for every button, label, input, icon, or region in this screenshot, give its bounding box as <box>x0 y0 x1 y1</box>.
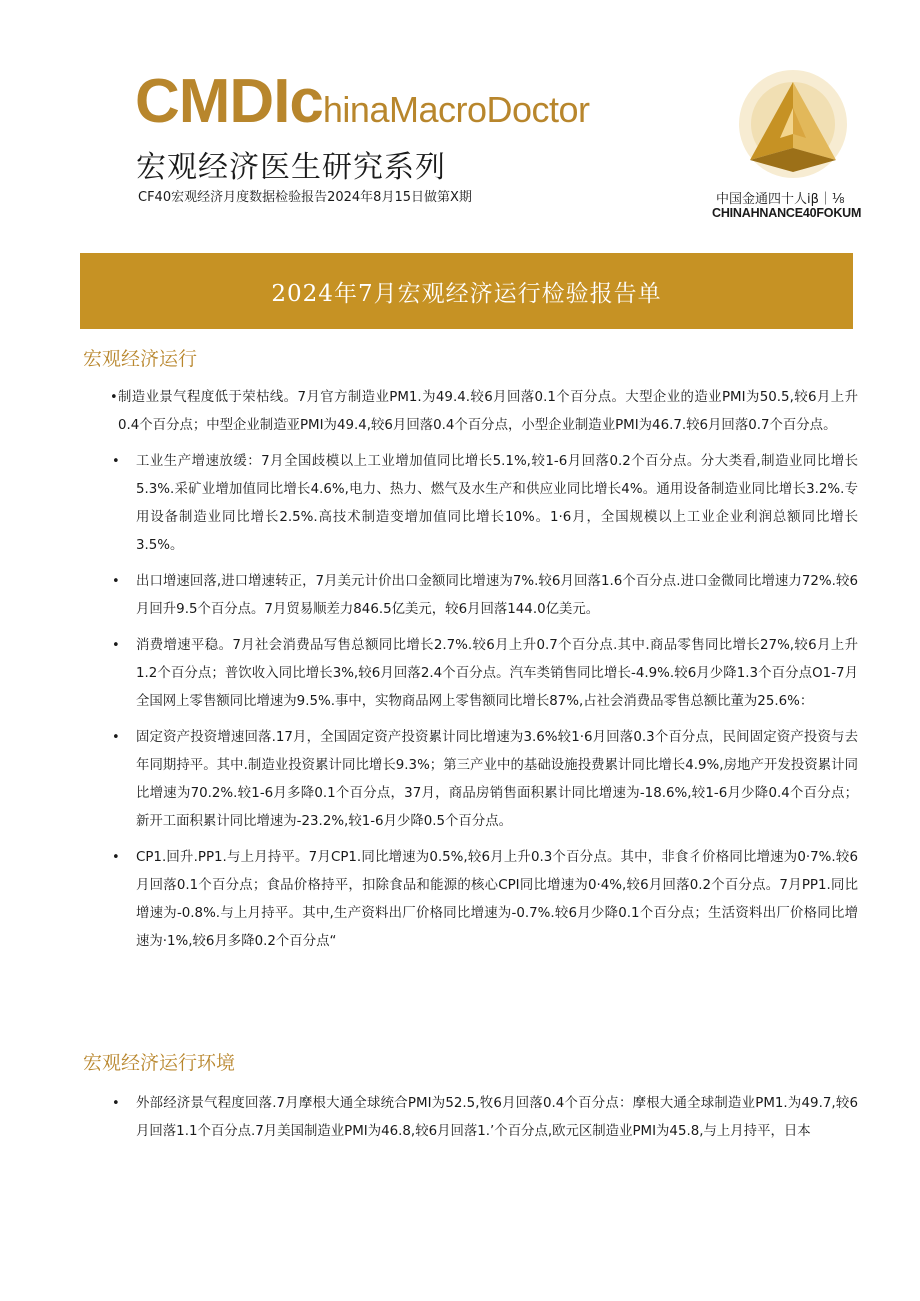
list-item <box>108 724 858 836</box>
cf40-pyramid-logo-icon <box>728 68 858 180</box>
brand-abbrev: CMDIc <box>135 67 323 136</box>
list-item-text: 固定资产投资增速回落.17月，全国固定资产投资累计同比增速为3.6%较1·6月回落0.3个百分点，民间固定资产投资与去年同期持平。其中.制造业投资累计同比增长9.3%；第三产业中的基础设施投费累计同比增长4.9%,房地产开发投资累计同比增速为70.2%.较1-6月多降0.1个百分点，37月，商品房销售面积累计同比增速为-18.6%,较1-6月少降0.4个百分点；新开工面积累计同比增速为-23.2%,较1-6月少降0.5个百分点。 <box>136 730 858 829</box>
list-item <box>108 632 858 716</box>
report-title-banner <box>80 253 853 329</box>
macro-operation-bullet-list <box>108 384 858 956</box>
report-title: 2024年7月宏观经济运行检验报告单 <box>271 280 662 307</box>
list-item <box>108 448 858 560</box>
bullet-icon: • <box>112 850 120 865</box>
bullet-icon: • <box>112 638 120 653</box>
section-heading-macro-operation: 宏观经济运行 <box>83 348 198 370</box>
list-item-text: 消费增速平稳。7月社会消费品写售总额同比增长2.7%.较6月上升0.7个百分点.其中.商品零售同比增长27%,较6月上升1.2个百分点；普饮收入同比增长3%,较6月回落2.4个百分点。汽车类销售同比增长-4.9%.较6月少降1.3个百分点O1-7月全国网上零售额同比增速为9.5%.事中，实物商品网上零售额同比增长87%,占社会消费品零售总额比董为25.6%： <box>136 638 858 709</box>
list-item <box>108 1090 858 1146</box>
brand-wordmark <box>135 66 590 137</box>
forum-name-en: CHINAHNANCE40FOKUM <box>712 206 862 220</box>
forum-name-cn: 中国金通四十人iβ｜⅛ <box>716 192 845 207</box>
macro-environment-bullet-list <box>108 1090 858 1146</box>
list-item-text: CP1.回升.PP1.与上月持平。7月CP1.同比增速为0.5%,较6月上升0.3个百分点。其中，非食彳价格同比增速为0·7%.较6月回落0.1个百分点；食品价格持平，扣除食品和能源的核心CPI同比增速为0·4%,较6月回落0.2个百分点。7月PP1.同比增速为-0.8%.与上月持平。其中,生产资料出厂价格同比增速为-0.7%.较6月少降0.1个百分点；生活资料出厂价格同比增速为·1%,较6月多降0.2个百分点“ <box>136 850 858 949</box>
list-item-text: 工业生产增速放缓：7月全国歧模以上工业增加值同比增长5.1%,较1-6月回落0.2个百分点。分大类看,制造业同比增长5.3%.采矿业增加值同比增长4.6%,电力、热力、燃气及水生产和供应业同比增长4%。通用设备制造业同比增长3.2%.专用设备制造业同比增长2.5%.高技术制造变增加值同比增长10%。1·6月，全国规模以上工业企业利润总额同比增长3.5%。 <box>136 454 858 553</box>
bullet-icon: • <box>112 454 120 469</box>
report-header <box>0 0 920 250</box>
list-item <box>108 844 858 956</box>
list-item <box>108 384 858 440</box>
series-title: 宏观经济医生研究系列 <box>136 150 446 185</box>
issue-line: CF40宏观经济月度数据检验报告2024年8月15日做第X期 <box>138 190 472 205</box>
bullet-icon: • <box>112 730 120 745</box>
list-item-text: 制造业景气程度低于荣枯线。7月官方制造业PM1.为49.4.较6月回落0.1个百分点。大型企业的造业PMI为50.5,较6月上升0.4个百分点；中型企业制造亚PMI为49.4,较6月回落0.4个百分点，小型企业制造业PMI为46.7.较6月回落0.7个百分点。 <box>118 390 858 433</box>
list-item-text: 出口增速回落,进口增速转正，7月美元计价出口金额同比增速为7%.较6月回落1.6个百分点.进口金微同比增速力72%.较6月回升9.5个百分点。7月贸易顺差力846.5亿美元，较6月回落144.0亿美元。 <box>136 574 858 617</box>
bullet-icon: • <box>112 574 120 589</box>
bullet-icon: • <box>112 1096 120 1111</box>
list-item-text: 外部经济景气程度回落.7月摩根大通全球统合PMI为52.5,牧6月回落0.4个百分点：摩根大通全球制造业PM1.为49.7,较6月回落1.1个百分点.7月美国制造业PMI为46.8,较6月回落1.’个百分点,欧元区制造业PMI为45.8,与上月持平，日本 <box>136 1096 858 1139</box>
section-heading-macro-environment: 宏观经济运行环境 <box>83 1052 236 1074</box>
brand-name: hinaMacroDoctor <box>322 89 590 130</box>
bullet-icon: • <box>110 390 118 405</box>
list-item <box>108 568 858 624</box>
